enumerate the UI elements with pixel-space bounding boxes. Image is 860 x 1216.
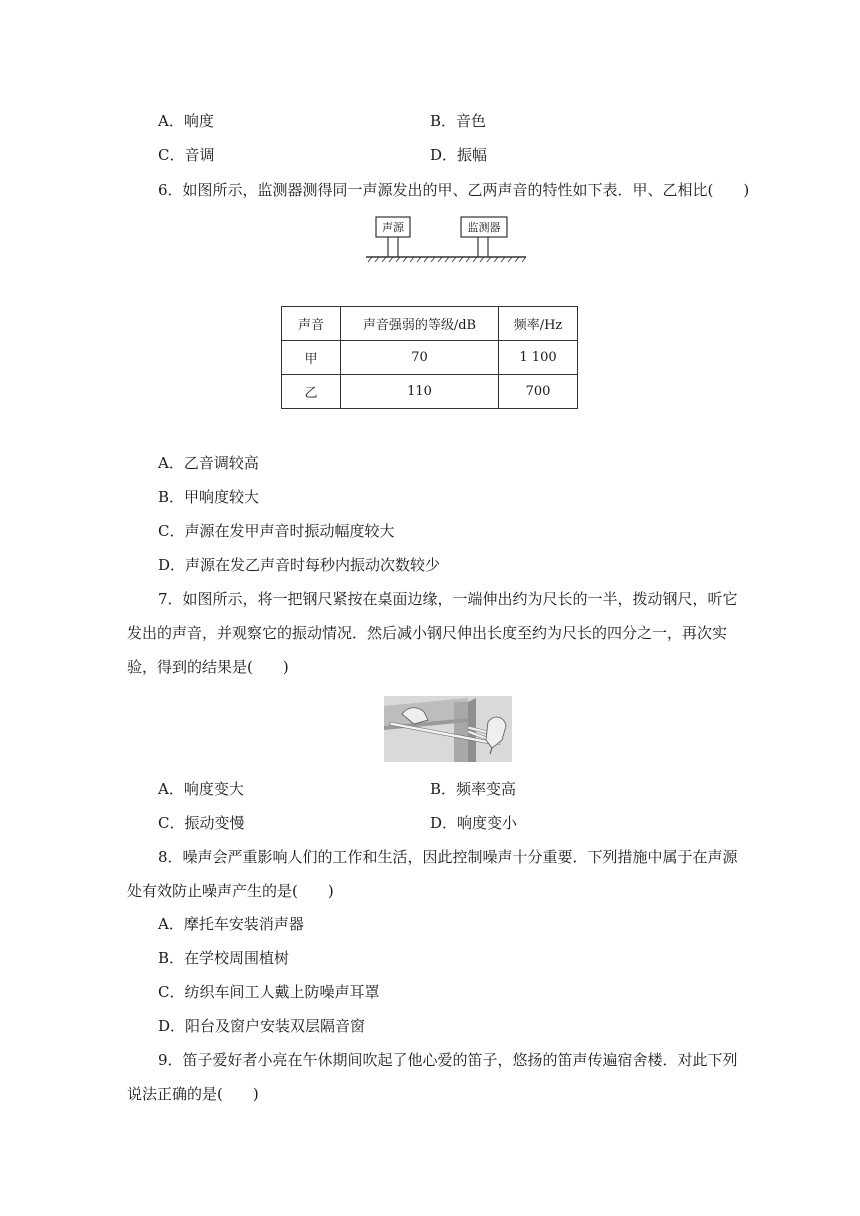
q8-option-b: B．在学校周围植树 [158, 949, 290, 967]
table-row [282, 341, 578, 375]
q6-option-b: B．甲响度较大 [158, 488, 260, 506]
q9-stem-line: 说法正确的是( ) [127, 1085, 259, 1103]
q9-stem-line: 9．笛子爱好者小亮在午休期间吹起了他心爱的笛子，悠扬的笛声传遍宿舍楼．对此下列 [158, 1051, 738, 1069]
table-header-row [282, 307, 578, 341]
table-header-cell: 声音强弱的等级/dB [341, 307, 499, 341]
table-row [282, 375, 578, 409]
q7-stem-line: 发出的声音，并观察它的振动情况．然后减小钢尺伸出长度至约为尺长的四分之一，再次实 [127, 624, 728, 642]
q6-option-d: D．声源在发乙声音时每秒内振动次数较少 [158, 556, 441, 574]
table-header-cell: 频率/Hz [499, 307, 578, 341]
q5-option-d: D．振幅 [430, 146, 488, 164]
q7-option-c: C．振动变慢 [158, 814, 245, 832]
table-cell: 1 100 [499, 341, 578, 375]
q8-option-a: A．摩托车安装消声器 [158, 915, 304, 933]
table-cell: 110 [341, 375, 499, 409]
source-label: 声源 [382, 221, 404, 234]
sound-characteristics-table [281, 306, 578, 409]
q7-option-b: B．频率变高 [430, 780, 517, 798]
q8-option-d: D．阳台及窗户安装双层隔音窗 [158, 1017, 366, 1035]
q8-stem-line: 处有效防止噪声产生的是( ) [127, 882, 334, 900]
q6-option-c: C．声源在发甲声音时振动幅度较大 [158, 522, 395, 540]
sound-source-monitor-figure [366, 214, 526, 266]
q5-option-b: B．音色 [430, 112, 487, 130]
table-cell: 700 [499, 375, 578, 409]
monitor-label: 监测器 [467, 221, 501, 234]
q8-stem-line: 8．噪声会严重影响人们的工作和生活，因此控制噪声十分重要．下列措施中属于在声源 [158, 848, 738, 866]
q6-stem: 6．如图所示，监测器测得同一声源发出的甲、乙两声音的特性如下表．甲、乙相比( ) [158, 181, 750, 199]
q7-stem-line: 验，得到的结果是( ) [127, 658, 289, 676]
q6-option-a: A．乙音调较高 [158, 454, 259, 472]
q7-stem-line: 7．如图所示，将一把钢尺紧按在桌面边缘，一端伸出约为尺长的一半，拨动钢尺，听它 [158, 590, 738, 608]
q7-option-a: A．响度变大 [158, 780, 244, 798]
table-cell: 乙 [282, 375, 341, 409]
q5-option-a: A．响度 [158, 112, 214, 130]
table-cell: 70 [341, 341, 499, 375]
q8-option-c: C．纺织车间工人戴上防噪声耳罩 [158, 983, 380, 1001]
ruler-on-table-figure [384, 696, 512, 762]
q5-option-c: C．音调 [158, 146, 215, 164]
table-header-cell: 声音 [282, 307, 341, 341]
table-cell: 甲 [282, 341, 341, 375]
q7-option-d: D．响度变小 [430, 814, 518, 832]
